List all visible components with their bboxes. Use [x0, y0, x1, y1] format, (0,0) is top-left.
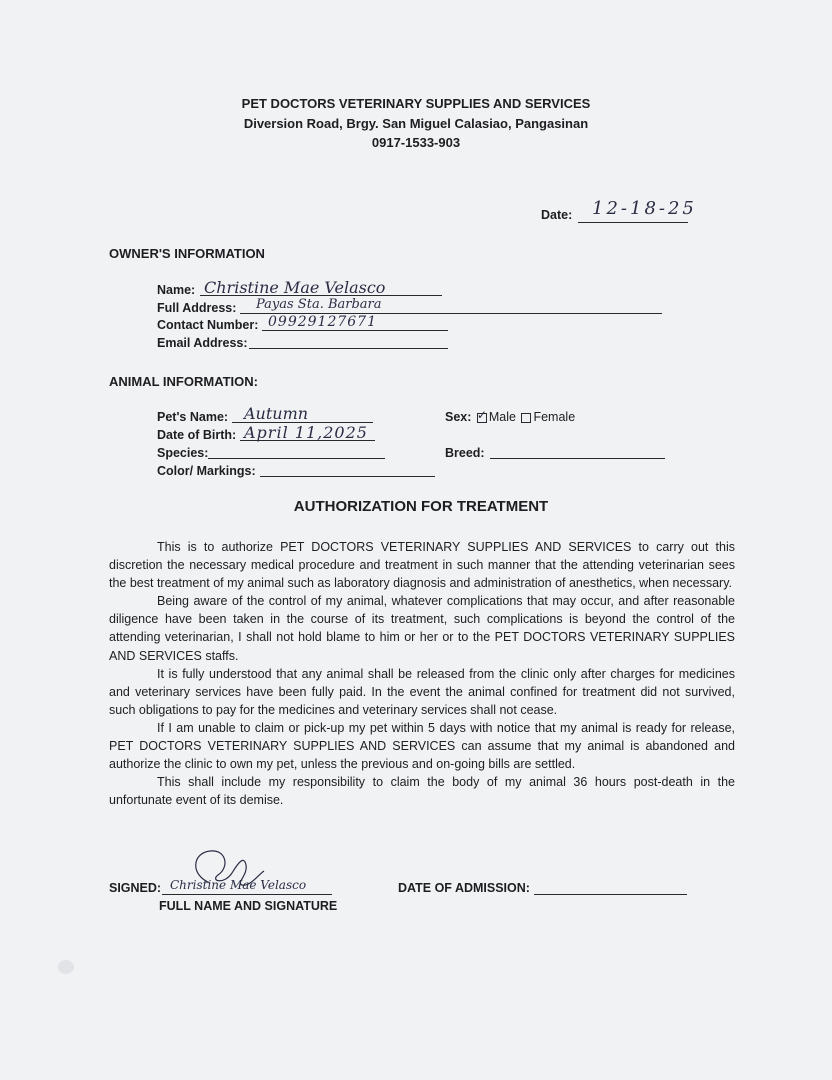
authorization-paragraph: This shall include my responsibility to claim the body of my animal 36 hours post-death in the unfortunate event of its demise.	[109, 775, 735, 808]
dob-label: Date of Birth:	[157, 428, 237, 442]
owner-email-line[interactable]	[249, 348, 448, 349]
owner-contact-value: 09929127671	[268, 314, 377, 330]
signature-stroke	[196, 851, 264, 885]
authorization-paragraph: It is fully understood that any animal shall be released from the clinic only after charges for medicines and veterinary services have been fully paid. In the event the animal confined for treatment did not survived, such obligations to pay for the medicines and veterinary services shall not cease.	[109, 666, 735, 717]
breed-label: Breed:	[445, 446, 485, 460]
authorization-title: AUTHORIZATION FOR TREATMENT	[293, 498, 549, 515]
business-name: PET DOCTORS VETERINARY SUPPLIES AND SERVICES	[241, 96, 591, 111]
dob-value: April 11,2025	[244, 423, 368, 442]
signature-scribble	[180, 845, 270, 895]
owner-section-title: OWNER'S INFORMATION	[109, 246, 265, 261]
animal-section-title: ANIMAL INFORMATION:	[109, 374, 258, 389]
owner-contact-line[interactable]	[262, 330, 448, 331]
business-address: Diversion Road, Brgy. San Miguel Calasiao, Pangasinan	[243, 116, 589, 131]
species-line[interactable]	[208, 458, 385, 459]
admission-date-label: DATE OF ADMISSION:	[398, 881, 530, 895]
date-value: 12-18-25	[592, 198, 697, 219]
date-line[interactable]	[578, 222, 688, 223]
species-label: Species:	[157, 446, 209, 460]
owner-email-label: Email Address:	[157, 336, 248, 350]
pet-name-value: Autumn	[244, 404, 309, 423]
sex-female-label: Female	[533, 410, 576, 424]
breed-line[interactable]	[490, 458, 665, 459]
color-line[interactable]	[260, 476, 435, 477]
color-label: Color/ Markings:	[157, 464, 256, 478]
sex-male-checkbox[interactable]	[476, 407, 487, 423]
pet-name-label: Pet's Name:	[157, 410, 229, 424]
sex-label: Sex:	[445, 410, 472, 424]
authorization-body	[109, 538, 735, 809]
sex-male-label: Male	[488, 410, 516, 424]
signed-name-value: Christine Mae Velasco	[170, 878, 307, 892]
owner-contact-label: Contact Number:	[157, 318, 259, 332]
owner-address-value: Payas Sta. Barbara	[256, 297, 382, 312]
owner-name-value: Christine Mae Velasco	[204, 278, 386, 297]
sex-female-checkbox[interactable]	[521, 413, 531, 423]
checkmark-icon: ✓	[476, 407, 487, 422]
business-phone: 0917-1533-903	[371, 135, 461, 150]
authorization-paragraph: This is to authorize PET DOCTORS VETERINARY SUPPLIES AND SERVICES to carry out this discretion the necessary medical procedure and treatment in such manner that the attending veterinarian sees the best treatment of my animal such as laboratory diagnosis and administration of anesthetics, when necessary.	[109, 540, 735, 591]
signed-label: SIGNED:	[109, 881, 162, 895]
full-name-signature-label: FULL NAME AND SIGNATURE	[159, 899, 338, 913]
owner-address-label: Full Address:	[157, 301, 237, 315]
date-label: Date:	[541, 208, 573, 222]
authorization-paragraph: Being aware of the control of my animal, whatever complications that may occur, and after reasonable diligence have been taken in the course of its treatment, such complications is beyond the control of the attending veterinarian, I shall not hold blame to him or her or to the PET DOCTORS VETERINARY SUPPLIES AND SERVICES staffs.	[109, 594, 735, 663]
paper-smudge	[58, 960, 74, 974]
admission-date-line[interactable]	[534, 894, 687, 895]
authorization-paragraph: If I am unable to claim or pick-up my pet within 5 days with notice that my animal is ready for release, PET DOCTORS VETERINARY SUPPLIES AND SERVICES can assume that my animal is abandoned and authorize the clinic to own my pet, unless the previous and on-going bills are settled.	[109, 720, 735, 772]
sex-field	[445, 407, 576, 424]
owner-name-label: Name:	[157, 283, 196, 297]
